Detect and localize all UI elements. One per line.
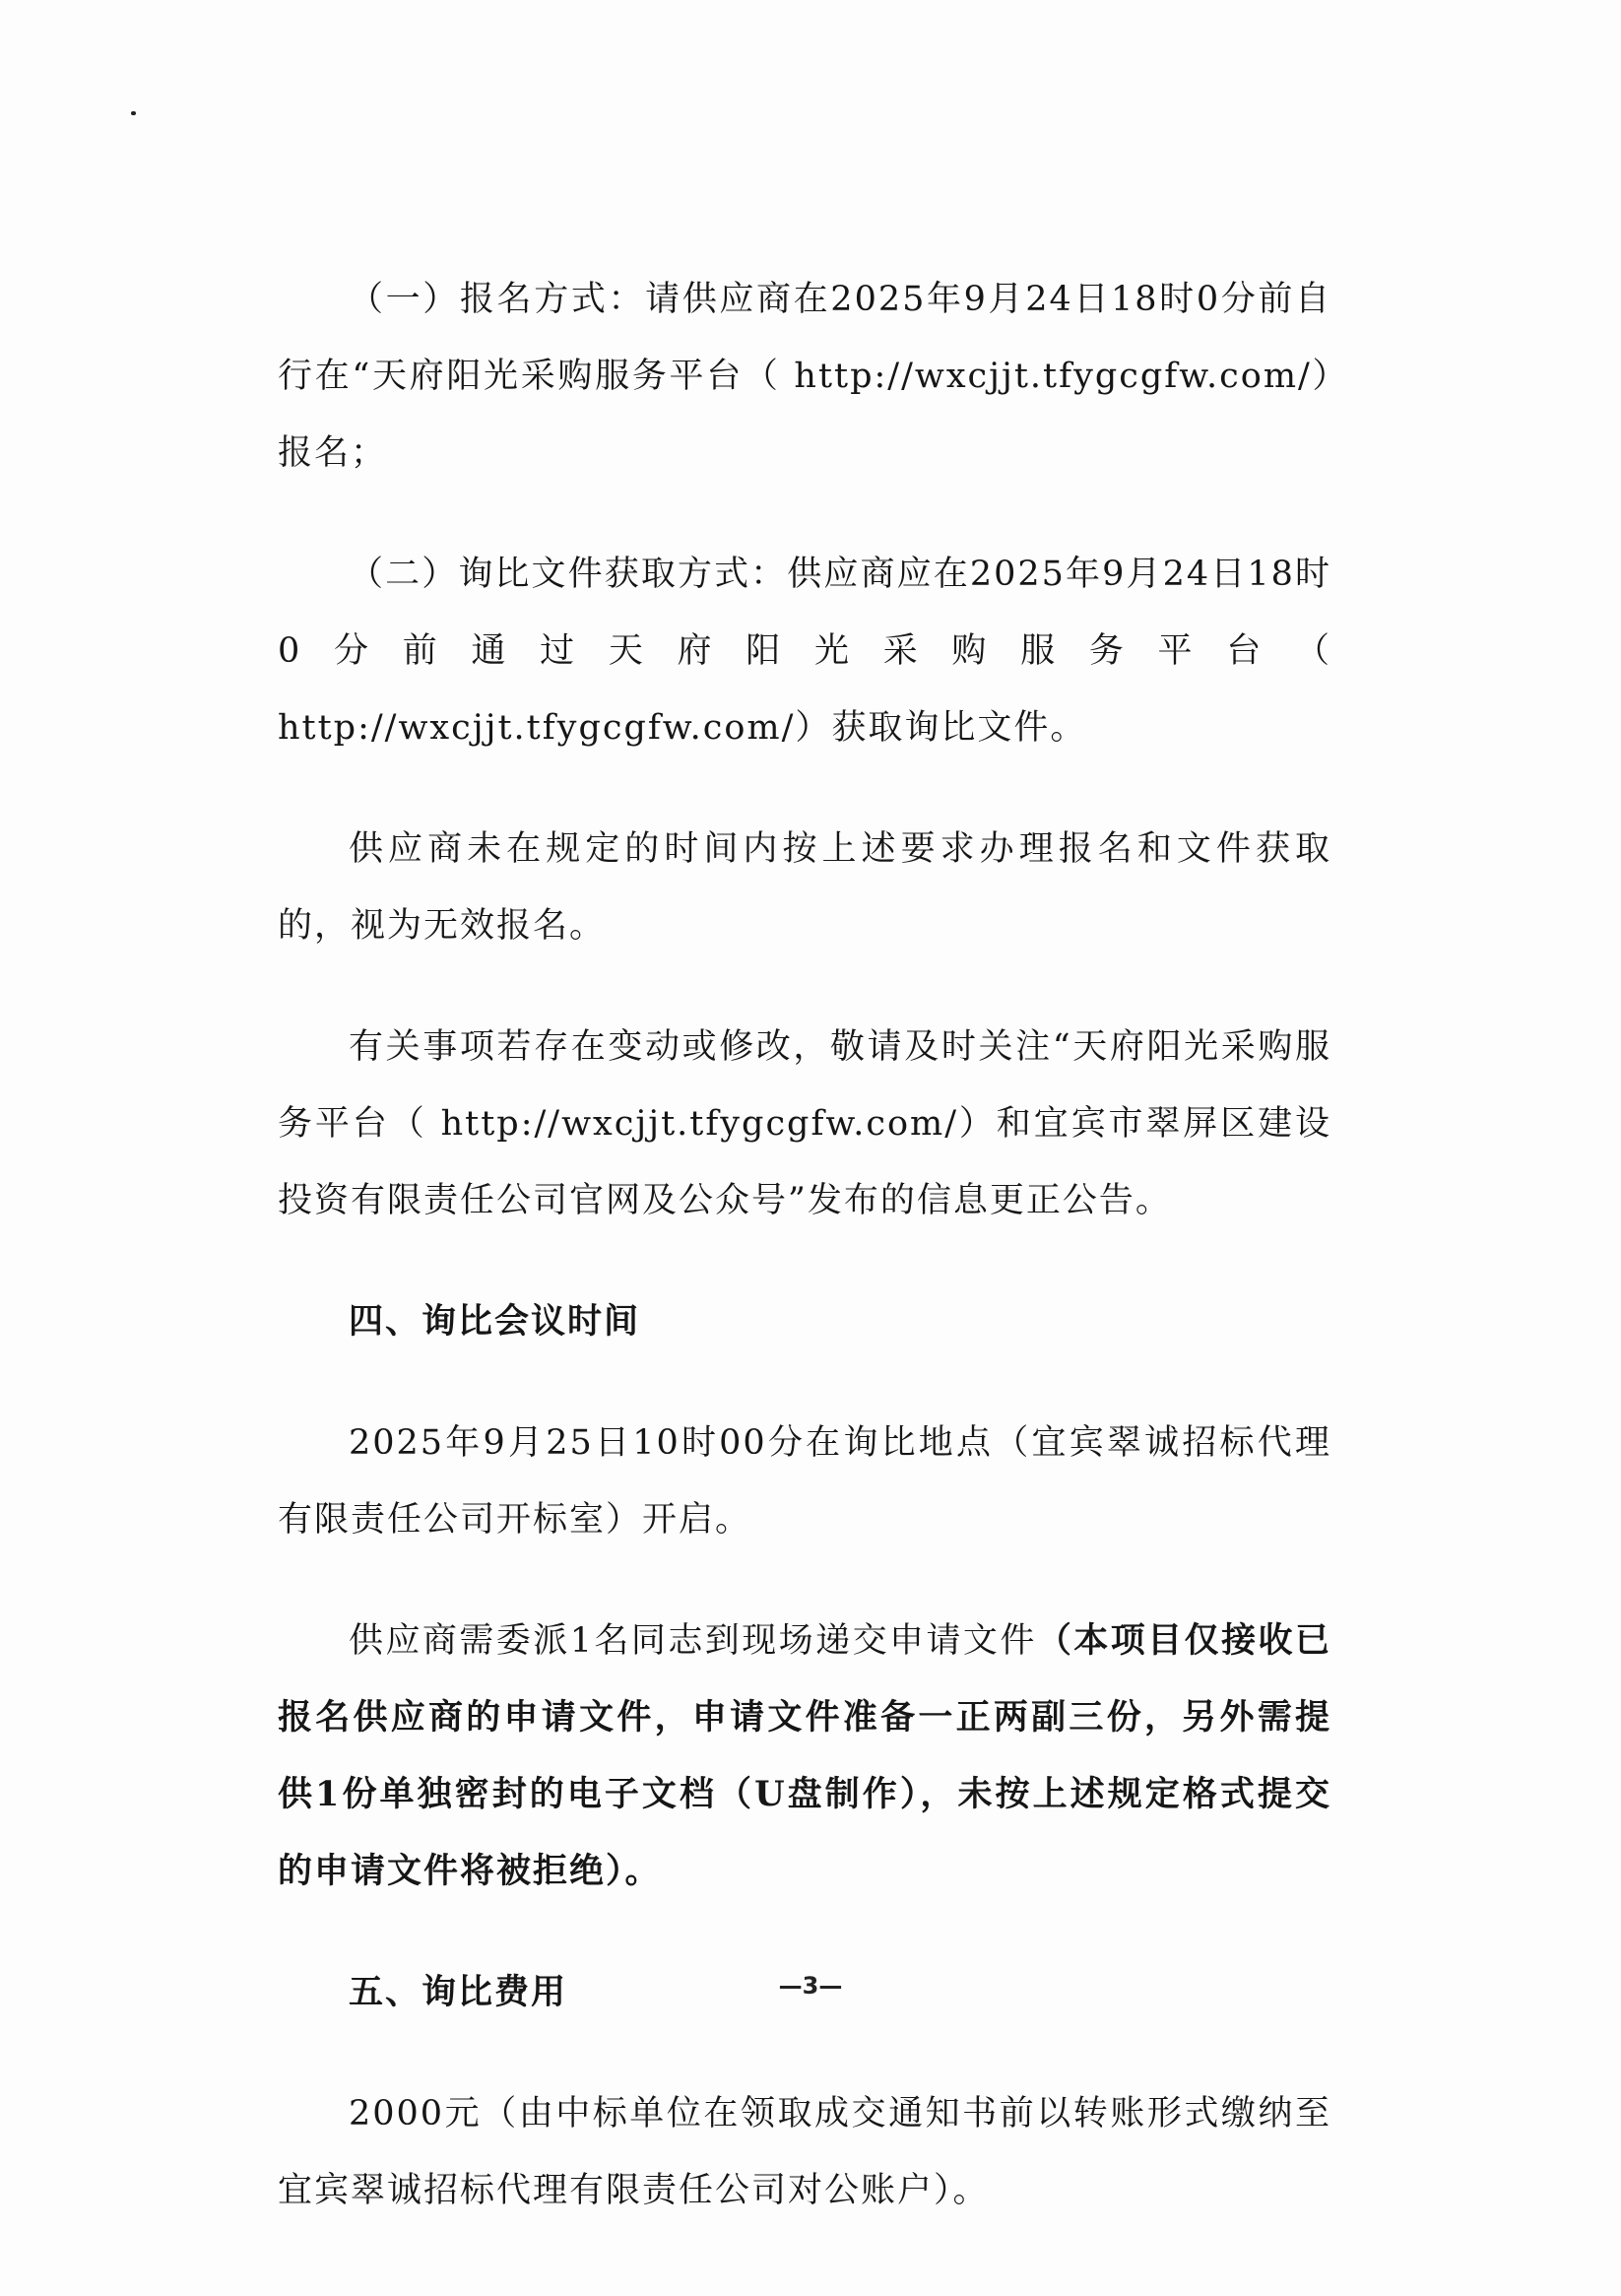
registration-method-paragraph: （一）报名方式：请供应商在2025年9月24日18时0分前自行在“天府阳光采购服务平台（ http://wxcjjt.tfygcgfw.com/）报名； bbox=[278, 280, 1331, 473]
invalid-registration-paragraph: 供应商未在规定的时间内按上述要求办理报名和文件获取的，视为无效报名。 bbox=[278, 829, 1331, 946]
submission-requirements-normal: 供应商需委派1名同志到现场递交申请文件 bbox=[349, 1621, 1037, 1661]
scan-mark bbox=[131, 111, 136, 115]
page-number: —3— bbox=[778, 1972, 843, 2000]
section-5-heading: 五、询比费用 bbox=[349, 1973, 568, 2012]
notice-changes-paragraph: 有关事项若存在变动或修改，敬请及时关注“天府阳光采购服务平台（ http://wxcjjt.tfygcgfw.com/）和宜宾市翠屏区建设投资有限责任公司官网及公众号”发布的信息更正公告。 bbox=[278, 1027, 1331, 1220]
fee-paragraph: 2000元（由中标单位在领取成交通知书前以转账形式缴纳至宜宾翠诚招标代理有限责任公司对公账户）。 bbox=[278, 2094, 1331, 2210]
submission-requirements-bold: （本项目仅接收已报名供应商的申请文件，申请文件准备一正两副三份，另外需提供1份单独密封的电子文档（U盘制作），未按上述规定格式提交的申请文件将被拒绝）。 bbox=[278, 1620, 1331, 1891]
document-acquisition-paragraph: （二）询比文件获取方式：供应商应在2025年9月24日18时0分前通过天府阳光采购服务平台（ http://wxcjjt.tfygcgfw.com/）获取询比文件。 bbox=[278, 555, 1331, 748]
meeting-time-paragraph: 2025年9月25日10时00分在询比地点（宜宾翠诚招标代理有限责任公司开标室）开启。 bbox=[278, 1423, 1331, 1540]
section-4-heading: 四、询比会议时间 bbox=[349, 1302, 641, 1342]
submission-requirements-paragraph bbox=[278, 1603, 1331, 1910]
